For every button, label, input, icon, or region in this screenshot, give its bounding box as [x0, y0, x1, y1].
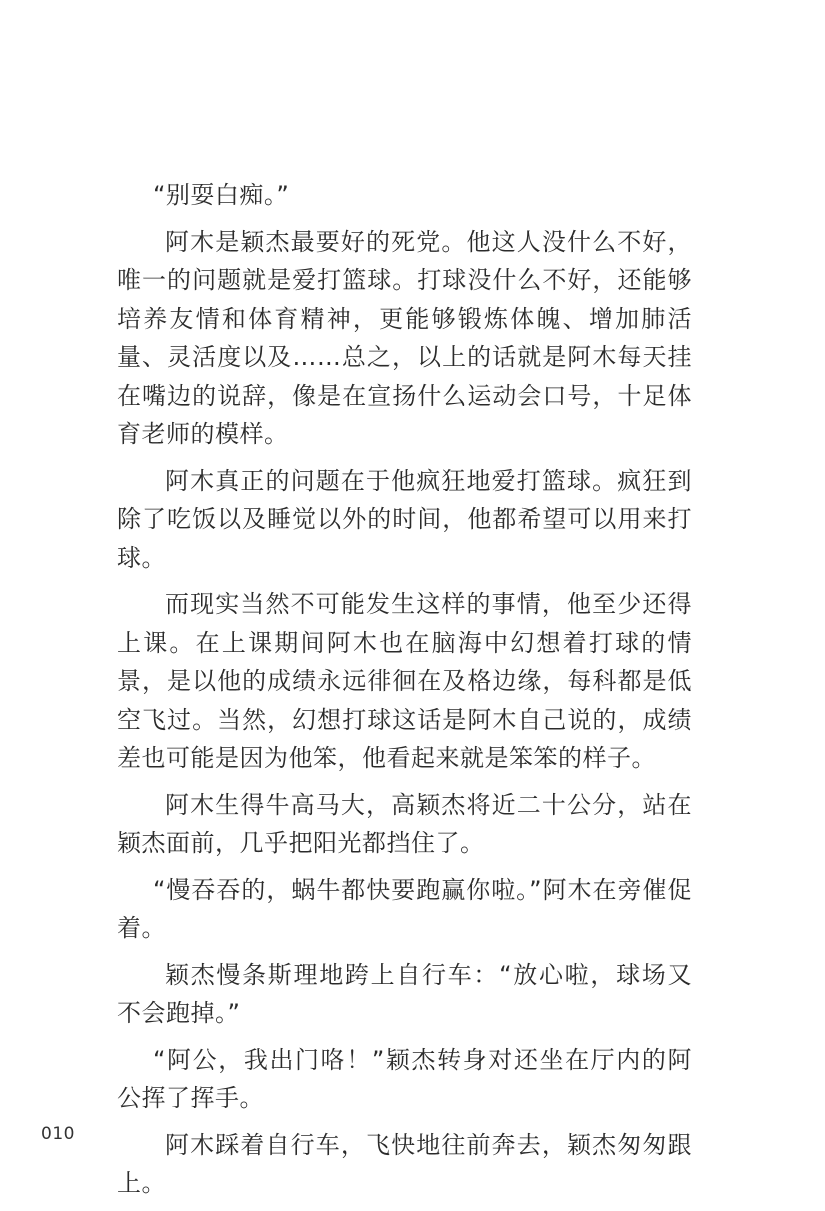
paragraph-2: 阿木是颖杰最要好的死党。他这人没什么不好，唯一的问题就是爱打篮球。打球没什么不好，还能够培养友情和体育精神，更能够锻炼体魄、增加肺活量、灵活度以及……总之，以上的话就是阿木每天挂在嘴边的说辞，像是在宣扬什么运动会口号，十足体育老师的模样。 [117, 227, 692, 448]
page-number: 010 [41, 1124, 75, 1144]
paragraph-8: “阿公，我出门咯！”颖杰转身对还坐在厅内的阿公挥了挥手。 [117, 1045, 692, 1112]
body-text [117, 176, 692, 1211]
paragraph-1: “别耍白痴。” [153, 181, 290, 209]
paragraph-3: 阿木真正的问题在于他疯狂地爱打篮球。疯狂到除了吃饭以及睡觉以外的时间，他都希望可以用来打球。 [117, 466, 692, 572]
paragraph-6: “慢吞吞的，蜗牛都快要跑赢你啦。”阿木在旁催促着。 [117, 875, 692, 942]
paragraph-5: 阿木生得牛高马大，高颖杰将近二十公分，站在颖杰面前，几乎把阳光都挡住了。 [117, 790, 692, 857]
paragraph-9: 阿木踩着自行车，飞快地往前奔去，颖杰匆匆跟上。 [117, 1130, 692, 1197]
paragraph-7: 颖杰慢条斯理地跨上自行车：“放心啦，球场又不会跑掉。” [117, 960, 692, 1027]
paragraph-4: 而现实当然不可能发生这样的事情，他至少还得上课。在上课期间阿木也在脑海中幻想着打球的情景，是以他的成绩永远徘徊在及格边缘，每科都是低空飞过。当然，幻想打球这话是阿木自己说的，成绩差也可能是因为他笨，他看起来就是笨笨的样子。 [117, 590, 692, 772]
